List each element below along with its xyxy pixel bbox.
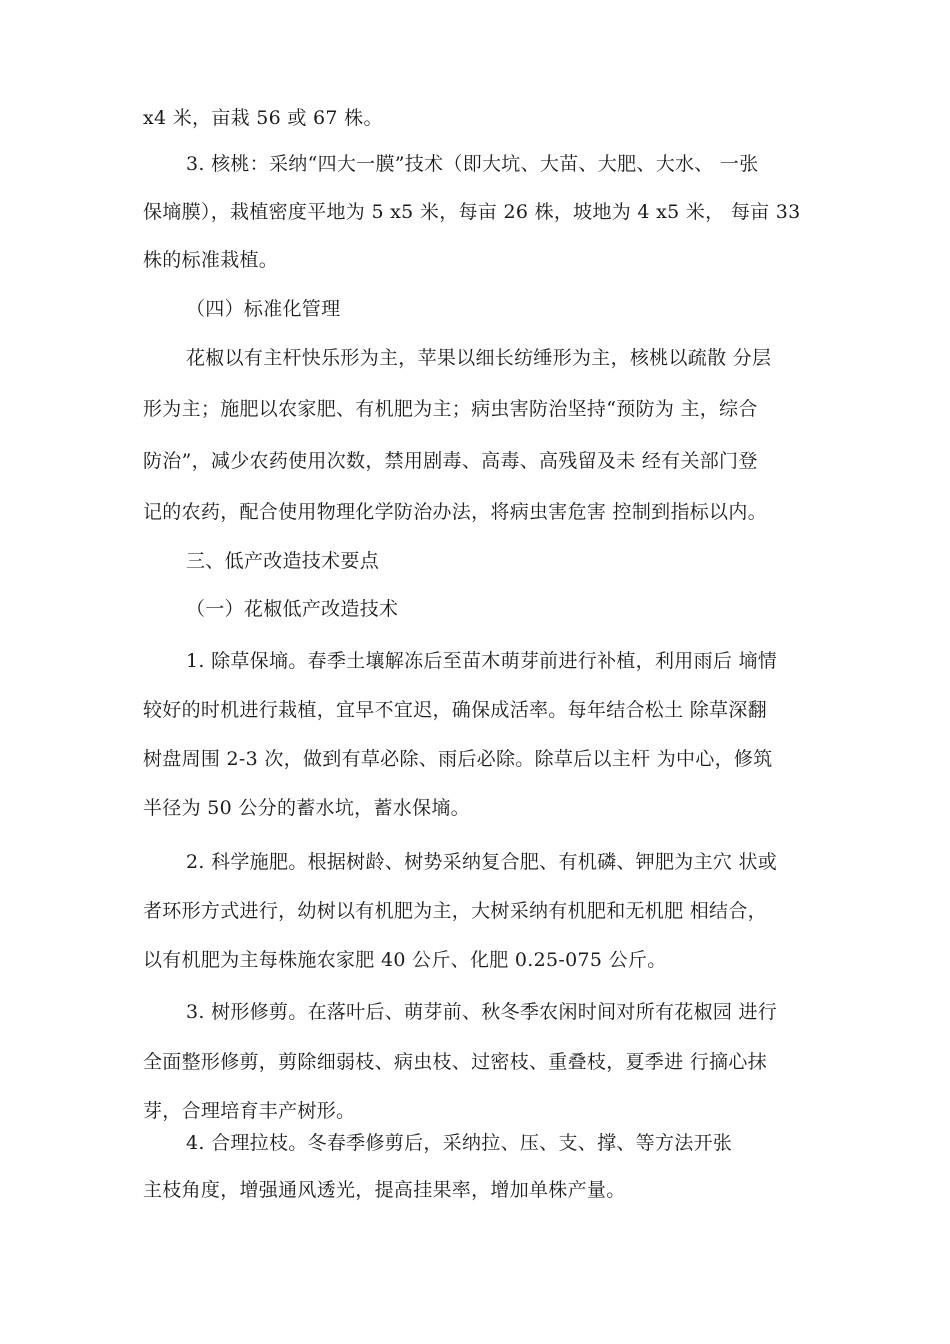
text-line: 较好的时机进行栽植，宜早不宜迟，确保成活率。每年结合松土 除草深翻 [143,699,767,721]
text-line: 芽，合理培育丰产树形。 [143,1100,356,1122]
text-line: 花椒以有主杆快乐形为主，苹果以细长纺缍形为主，核桃以疏散 分层 [186,347,772,369]
text-line: 树盘周围 2-3 次，做到有草必除、雨后必除。除草后以主杆 为中心，修筑 [143,748,773,770]
text-line: 株的标准栽植。 [143,249,279,271]
text-line: 全面整形修剪，剪除细弱枝、病虫枝、过密枝、重叠枝，夏季进 行摘心抹 [143,1051,767,1073]
text-line: 形为主；施肥以农家肥、有机肥为主；病虫害防治坚持“预防为 主，综合 [143,398,758,420]
section-heading: 三、低产改造技术要点 [186,550,380,572]
text-line: 保墒膜），栽植密度平地为 5 x5 米，每亩 26 株，坡地为 4 x5 米， 每亩 33 [143,201,801,223]
text-line: 2. 科学施肥。根据树龄、树势采纳复合肥、有机磷、钾肥为主穴 状或 [186,851,778,873]
text-line: 以有机肥为主每株施农家肥 40 公斤、化肥 0.25-075 公斤。 [143,949,667,971]
text-line: 3. 树形修剪。在落叶后、萌芽前、秋冬季农闲时间对所有花椒园 进行 [186,1001,778,1023]
text-line: 主枝角度，增强通风透光，提高挂果率，增加单株产量。 [143,1179,626,1201]
text-line: 4. 合理拉枝。冬春季修剪后，采纳拉、压、支、撑、等方法开张 [186,1132,733,1154]
text-line: 1. 除草保墒。春季土壤解冻后至苗木萌芽前进行补植，利用雨后 墒情 [186,650,778,672]
text-line: 半径为 50 公分的蓄水坑，蓄水保墒。 [143,797,470,819]
text-line: 者环形方式进行，幼树以有机肥为主，大树采纳有机肥和无机肥 相结合， [143,900,767,922]
text-line: 记的农药，配合使用物理化学防治办法，将病虫害危害 控制到指标以内。 [143,501,767,523]
text-line: 3. 核桃：采纳“四大一膜”技术（即大坑、大苗、大肥、大水、 一张 [186,153,759,175]
subsection-heading: （一）花椒低产改造技术 [186,598,399,620]
text-line: 防治”，减少农药使用次数，禁用剧毒、高毒、高残留及未 经有关部门登 [143,450,758,472]
text-line: x4 米，亩栽 56 或 67 株。 [143,107,383,129]
section-heading: （四）标准化管理 [186,298,341,320]
